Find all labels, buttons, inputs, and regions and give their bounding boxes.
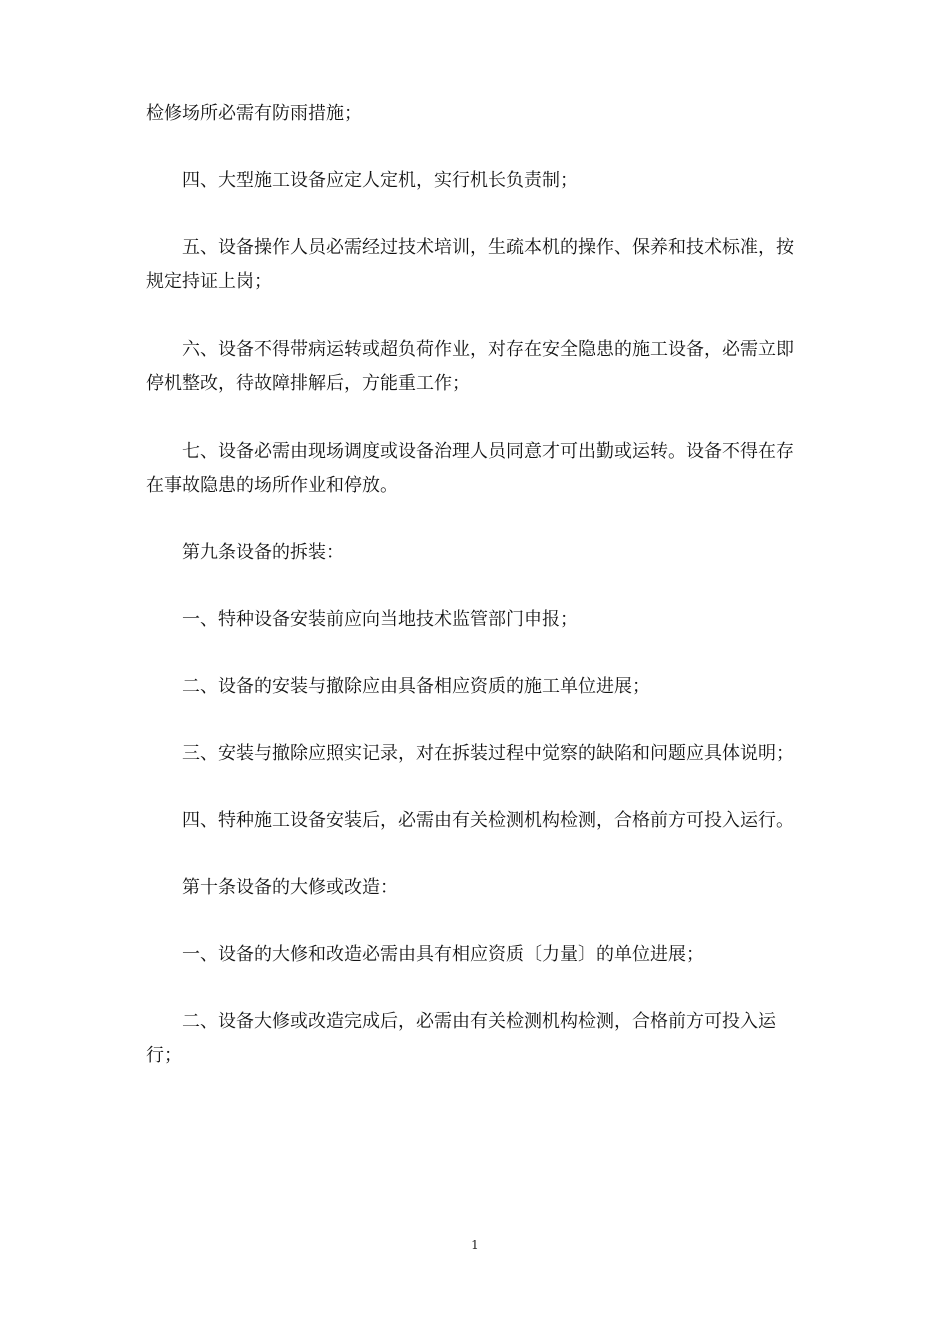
- page-number: 1: [471, 1238, 479, 1252]
- paragraph-item-six: 六、设备不得带病运转或超负荷作业，对存在安全隐患的施工设备，必需立即停机整改，待故障排解后，方能重工作；: [146, 339, 794, 394]
- paragraph-rain-protection: 检修场所必需有防雨措施；: [146, 103, 362, 124]
- paragraph-article-nine-item-four: 四、特种施工设备安装后，必需由有关检测机构检测，合格前方可投入运行。: [182, 810, 794, 831]
- section-heading-article-nine: 第九条设备的拆装：: [182, 542, 344, 563]
- paragraph-item-seven: 七、设备必需由现场调度或设备治理人员同意才可出勤或运转。设备不得在存在事故隐患的场所作业和停放。: [146, 441, 794, 496]
- paragraph-article-nine-item-two: 二、设备的安装与撤除应由具备相应资质的施工单位进展；: [182, 676, 650, 697]
- section-heading-article-ten: 第十条设备的大修或改造：: [182, 877, 398, 898]
- paragraph-item-four: 四、大型施工设备应定人定机，实行机长负责制；: [182, 170, 578, 191]
- paragraph-article-ten-item-two: 二、设备大修或改造完成后，必需由有关检测机构检测，合格前方可投入运行；: [146, 1011, 776, 1066]
- paragraph-article-nine-item-three: 三、安装与撤除应照实记录，对在拆装过程中觉察的缺陷和问题应具体说明；: [182, 743, 794, 764]
- paragraph-item-five: 五、设备操作人员必需经过技术培训，生疏本机的操作、保养和技术标准，按规定持证上岗；: [146, 237, 794, 292]
- paragraph-article-nine-item-one: 一、特种设备安装前应向当地技术监管部门申报；: [182, 609, 578, 630]
- paragraph-article-ten-item-one: 一、设备的大修和改造必需由具有相应资质〔力量〕的单位进展；: [182, 944, 704, 965]
